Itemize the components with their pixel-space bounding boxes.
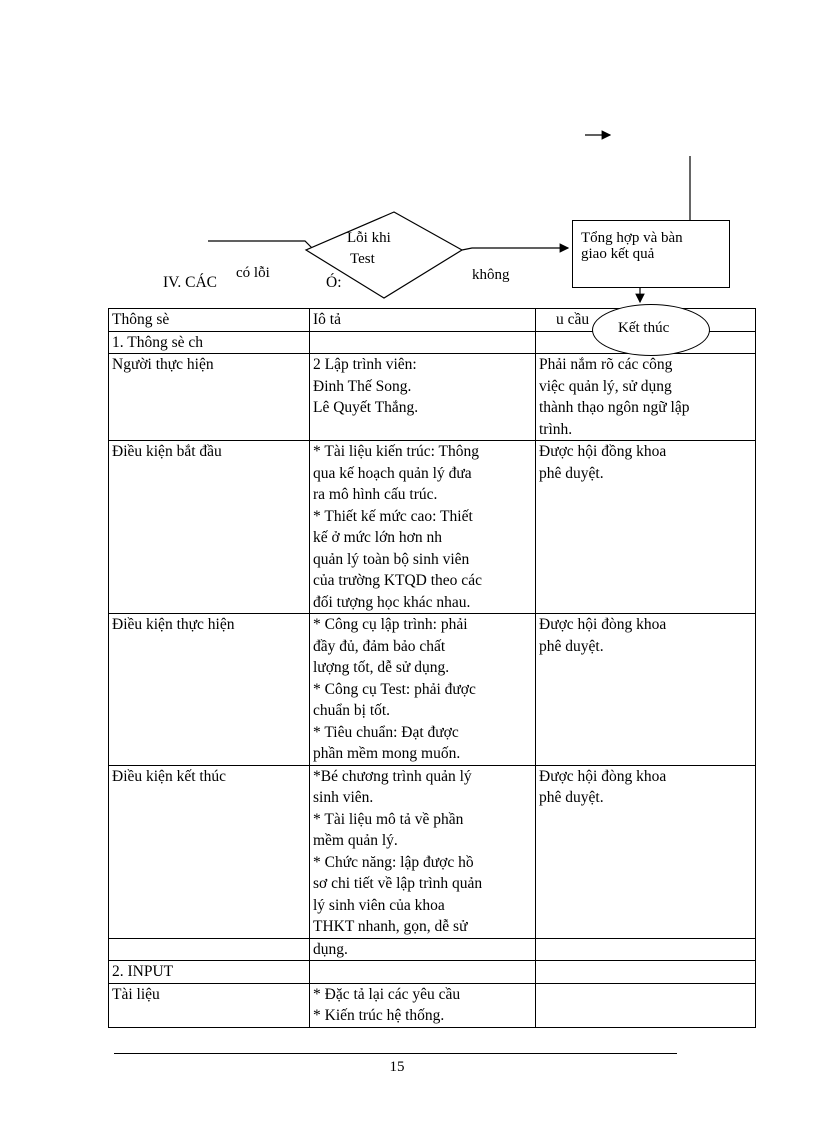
req-line: phê duyệt.: [539, 789, 604, 806]
header-cell-param: [109, 309, 310, 332]
req-line: phê duyệt.: [539, 464, 604, 482]
empty-cell: [536, 961, 756, 984]
table-row: [109, 441, 756, 614]
decision-text-line2: Test: [350, 251, 375, 267]
decision-text-line1: Lỗi khi: [347, 230, 391, 246]
row-req: [536, 354, 756, 441]
desc-line: * Thiết kế mức cao: Thiết: [313, 507, 473, 525]
empty-cell: [536, 938, 756, 961]
empty-cell: [310, 961, 536, 984]
desc-line: * Công cụ Test: phải được: [313, 680, 476, 698]
desc-line: * Đặc tả lại các yêu cầu: [313, 985, 461, 1003]
desc-line: lý sinh viên của khoa: [313, 896, 445, 914]
section1-cell: [109, 331, 310, 354]
row-label-text: Người thực hiện: [112, 356, 214, 373]
desc-line: đối tượng học khác nhau.: [313, 593, 471, 611]
row-desc: [310, 614, 536, 766]
heading-fragment-left: IV. CÁC: [163, 274, 217, 291]
row-label: [109, 765, 310, 938]
desc-line: lượng tốt, dễ sử dụng.: [313, 659, 450, 676]
table-row: [109, 614, 756, 766]
header-cell-desc: [310, 309, 536, 332]
desc-line: * Tài liệu mô tả về phần: [313, 810, 464, 828]
desc-line: phần mềm mong muốn.: [313, 745, 461, 762]
row-desc: [310, 441, 536, 614]
desc-line: Lê Quyết Thắng.: [313, 399, 419, 416]
row-label-text: Điều kiện thực hiện: [112, 616, 235, 633]
row-label-text: Điều kiện kết thúc: [112, 767, 227, 785]
req-line: Được hội đòng khoa: [539, 767, 667, 785]
row-label: [109, 354, 310, 441]
desc-line: của trường KTQD theo các: [313, 572, 482, 589]
req-line: thành thạo ngôn ngữ lập: [539, 399, 690, 416]
branch-error-label: có lỗi: [236, 265, 270, 281]
row-label: [109, 983, 310, 1027]
desc-line: quản lý toàn bộ sinh viên: [313, 550, 470, 568]
desc-line: qua kế hoạch quản lý đưa: [313, 464, 472, 482]
req-line: Được hội đồng khoa: [539, 443, 667, 460]
desc-line: 2 Lập trình viên:: [313, 356, 417, 373]
desc-line: THKT nhanh, gọn, dễ sử: [313, 918, 468, 935]
header-desc-text: Iô tả: [313, 311, 341, 328]
branch-no-label: không: [472, 267, 510, 283]
desc-line: * Chức năng: lập được hồ: [313, 853, 474, 871]
row-desc: [310, 354, 536, 441]
desc-line: Đinh Thế Song.: [313, 377, 412, 395]
section2-text: 2. INPUT: [112, 963, 174, 980]
desc-line: kế ở mức lớn hơn nh: [313, 529, 442, 546]
desc-line: sơ chi tiết về lập trình quản: [313, 875, 483, 892]
desc-line: đầy đủ, đảm bảo chất: [313, 637, 446, 655]
error-branch-line: [208, 241, 316, 252]
desc-line: chuẩn bị tốt.: [313, 702, 391, 719]
header-req-text: u cầu: [556, 311, 590, 328]
row-label-text: Điều kiện bắt đầu: [112, 443, 222, 460]
header-param-text: Thông sè: [112, 311, 170, 328]
row-desc: [310, 938, 536, 961]
desc-line: dụng.: [313, 940, 348, 958]
box-text-line1: Tổng hợp và bàn: [581, 230, 683, 246]
req-line: Được hội đòng khoa: [539, 616, 667, 633]
empty-cell: [310, 331, 536, 354]
continuation-row: [109, 938, 756, 961]
table-row: [109, 354, 756, 441]
req-line: Phải nắm rõ các công: [539, 356, 673, 373]
heading-fragment-right: Ó:: [326, 274, 342, 291]
box-text-line2: giao kết quả: [581, 246, 655, 262]
row-req: [536, 614, 756, 766]
desc-line: mềm quản lý.: [313, 832, 398, 849]
no-branch-line: [462, 248, 568, 250]
desc-line: *Bé chương trình quản lý: [313, 767, 472, 785]
section2-cell: [109, 961, 310, 984]
row-req: [536, 441, 756, 614]
req-line: trình.: [539, 420, 573, 438]
row-desc: [310, 983, 536, 1027]
page-number: 15: [389, 1059, 405, 1075]
desc-line: ra mô hình cấu trúc.: [313, 486, 438, 503]
req-line: phê duyệt.: [539, 637, 604, 655]
section1-text: 1. Thông sè ch: [112, 333, 203, 351]
spec-table: [108, 308, 756, 1028]
row-desc: [310, 765, 536, 938]
empty-cell: [109, 938, 310, 961]
desc-line: * Kiến trúc hệ thống.: [313, 1007, 445, 1024]
footer-rule: [114, 1053, 677, 1054]
table-row: [109, 765, 756, 938]
req-line: việc quản lý, sử dụng: [539, 377, 672, 395]
desc-line: * Công cụ lập trình: phải: [313, 616, 468, 633]
table-row: [109, 983, 756, 1027]
section2-row: [109, 961, 756, 984]
desc-line: * Tiêu chuẩn: Đạt được: [313, 723, 459, 741]
empty-cell: [536, 983, 756, 1027]
row-req: [536, 765, 756, 938]
row-label: [109, 441, 310, 614]
desc-line: * Tài liệu kiến trúc: Thông: [313, 443, 480, 460]
row-label-text: Tài liệu: [112, 985, 160, 1003]
end-label: Kết thúc: [618, 320, 670, 336]
row-label: [109, 614, 310, 766]
desc-line: sinh viên.: [313, 789, 374, 806]
